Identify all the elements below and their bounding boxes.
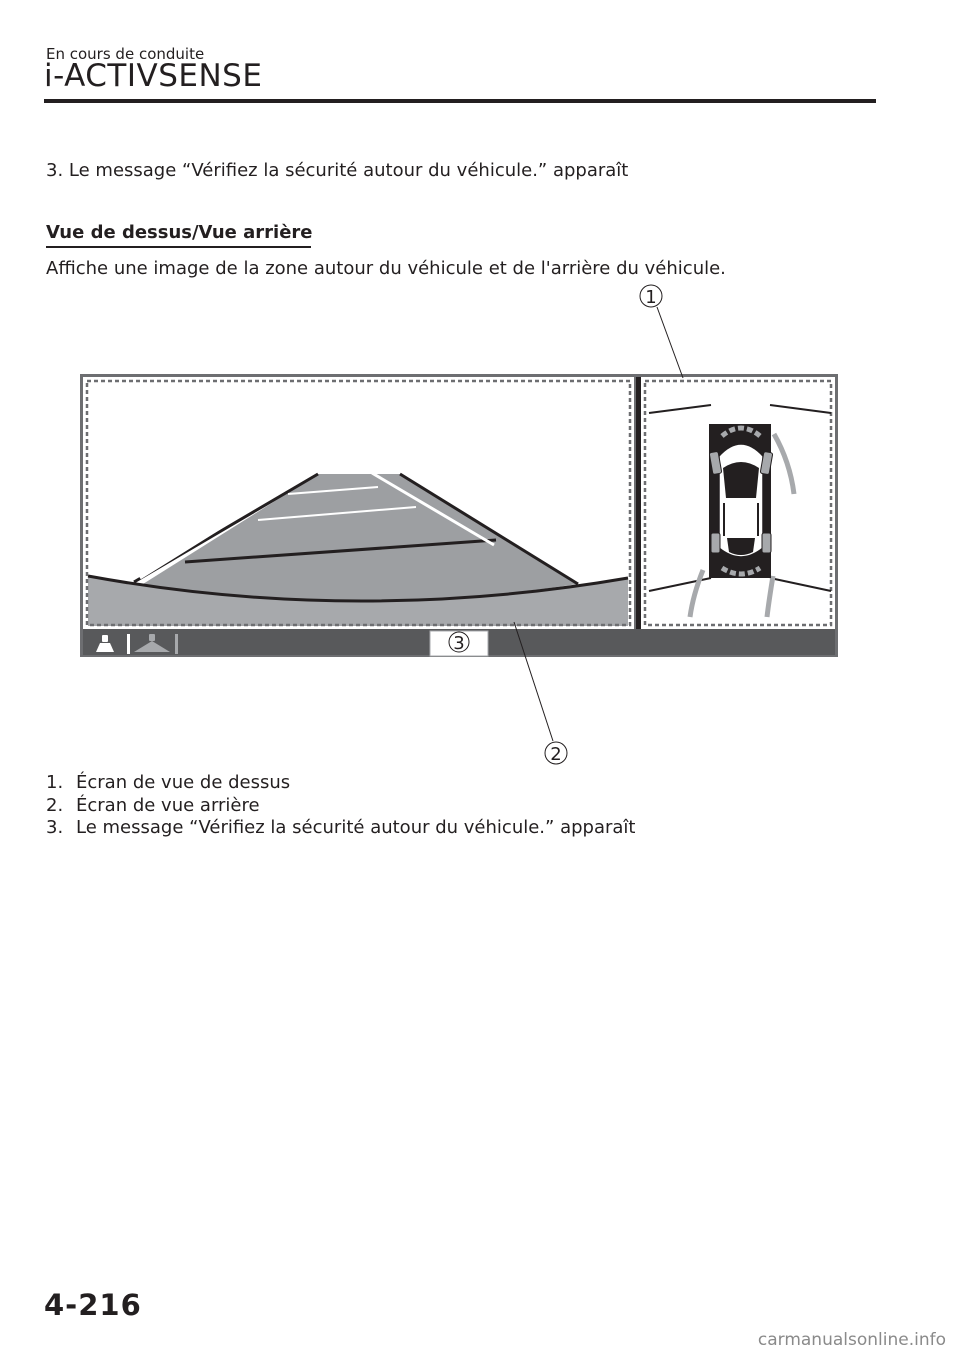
callout-2-label: 2 [550, 744, 562, 765]
section-label: En cours de conduite [46, 45, 205, 63]
callout-3-label: 3 [453, 633, 465, 654]
legend-text: Écran de vue arrière [76, 794, 260, 816]
legend-number: 3. [46, 817, 64, 838]
legend-number: 2. [46, 794, 64, 816]
legend-number: 1. [46, 772, 64, 793]
subheading-underline [46, 246, 311, 248]
legend-item [46, 817, 635, 840]
top-view-panel [641, 377, 835, 629]
subheading: Vue de dessus/Vue arrière [46, 222, 313, 243]
callout-1 [640, 285, 683, 378]
legend-item [46, 795, 635, 818]
intro-text: Affiche une image de la zone autour du véhicule et de l'arrière du véhicule. [46, 258, 726, 279]
camera-display-figure [0, 280, 960, 770]
header-rule [44, 99, 876, 103]
step-3-text: 3. Le message “Vérifiez la sécurité autour du véhicule.” apparaît [46, 160, 629, 181]
legend-item [46, 772, 635, 795]
legend-text: Le message “Vérifiez la sécurité autour du véhicule.” apparaît [76, 817, 636, 838]
chapter-title: i-ACTIVSENSE [44, 58, 263, 94]
rear-view-panel [83, 377, 634, 629]
legend-text: Écran de vue de dessus [76, 772, 291, 793]
callout-1-label: 1 [645, 287, 657, 308]
figure-legend [46, 772, 635, 840]
page-number: 4-216 [44, 1288, 142, 1322]
watermark: carmanualsonline.info [757, 1330, 946, 1350]
